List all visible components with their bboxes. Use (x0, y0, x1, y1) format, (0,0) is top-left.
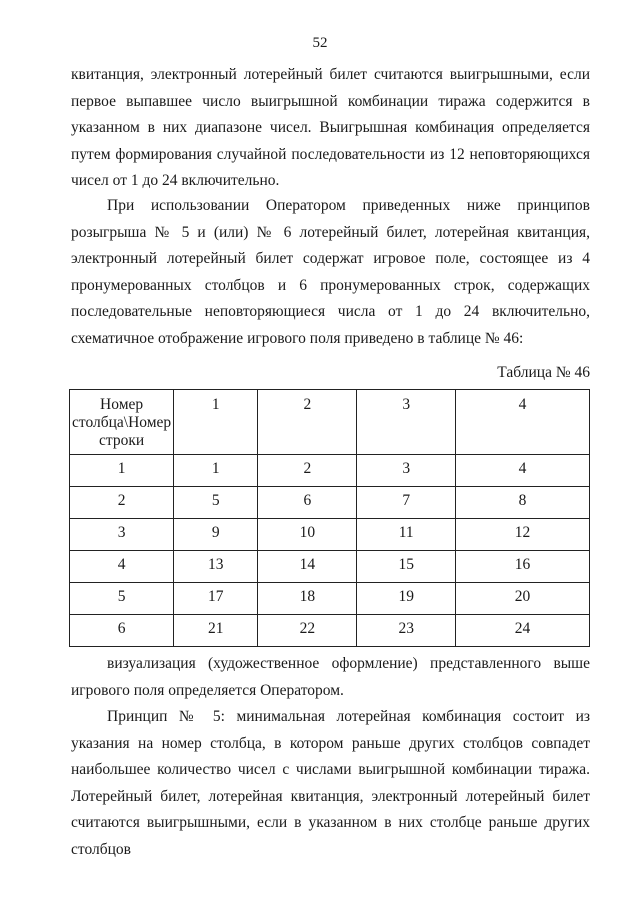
paragraph-1: квитанция, электронный лотерейный билет считаются выигрышными, если первое выпавшее число выигрышной комбинации тиража содержится в указанном в них диапазоне чисел. Выигрышная комбинация определяется путем формирования случайной последовательности из 12 неповторяющихся чисел от 1 до 24 включительно. (71, 66, 590, 189)
table-row (70, 487, 590, 519)
table-cell: 10 (258, 519, 357, 551)
row-label: 4 (70, 551, 174, 583)
table-cell: 22 (258, 615, 357, 647)
table-cell: 1 (174, 455, 258, 487)
table-cell: 14 (258, 551, 357, 583)
table-cell: 23 (357, 615, 456, 647)
row-label: 5 (70, 583, 174, 615)
table-cell: 19 (357, 583, 456, 615)
table-cell: 11 (357, 519, 456, 551)
table-cell: 2 (258, 455, 357, 487)
table-cell: 7 (357, 487, 456, 519)
column-header-4: 4 (456, 390, 590, 455)
table-cell: 9 (174, 519, 258, 551)
column-header-2: 2 (258, 390, 357, 455)
table-cell: 21 (174, 615, 258, 647)
table-row (70, 519, 590, 551)
paragraph-3: визуализация (художественное оформление) представленного выше игрового поля определяется Оператором. (71, 655, 590, 699)
row-label: 2 (70, 487, 174, 519)
game-field-table (69, 389, 590, 647)
table-row (70, 455, 590, 487)
table-cell: 12 (456, 519, 590, 551)
table-cell: 3 (357, 455, 456, 487)
table-cell: 18 (258, 583, 357, 615)
column-header-1: 1 (174, 390, 258, 455)
row-label: 3 (70, 519, 174, 551)
table-header-row (70, 390, 590, 455)
table-row (70, 583, 590, 615)
table-cell: 8 (456, 487, 590, 519)
row-label: 1 (70, 455, 174, 487)
table-cell: 17 (174, 583, 258, 615)
table-cell: 6 (258, 487, 357, 519)
table-row (70, 551, 590, 583)
row-label: 6 (70, 615, 174, 647)
table-row (70, 615, 590, 647)
table-cell: 5 (174, 487, 258, 519)
table-cell: 4 (456, 455, 590, 487)
column-header-3: 3 (357, 390, 456, 455)
table-caption: Таблица № 46 (497, 364, 590, 381)
paragraph-2: При использовании Оператором приведенных ниже принципов розыгрыша № 5 и (или) № 6 лотерейный билет, лотерейная квитанция, электронный лотерейный билет содержат игровое поле, состоящее из 4 пронумерованных столбцов и 6 пронумерованных строк, содержащих последовательные неповторяющиеся числа от 1 до 24 включительно, схематичное отображение игрового поля приведено в таблице № 46: (71, 197, 590, 347)
table-cell: 24 (456, 615, 590, 647)
table-cell: 13 (174, 551, 258, 583)
page-number: 52 (312, 35, 328, 51)
table-cell: 20 (456, 583, 590, 615)
table-cell: 15 (357, 551, 456, 583)
table-corner-cell: Номер столбца\Номер строки (70, 390, 174, 455)
paragraph-4: Принцип № 5: минимальная лотерейная комбинация состоит из указания на номер столбца, в котором раньше других столбцов совпадет наибольшее количество чисел с числами выигрышной комбинации тиража. Лотерейный билет, лотерейная квитанция, электронный лотерейный билет считаются выигрышными, если в указанном в них столбце раньше других столбцов (71, 708, 590, 858)
table-cell: 16 (456, 551, 590, 583)
